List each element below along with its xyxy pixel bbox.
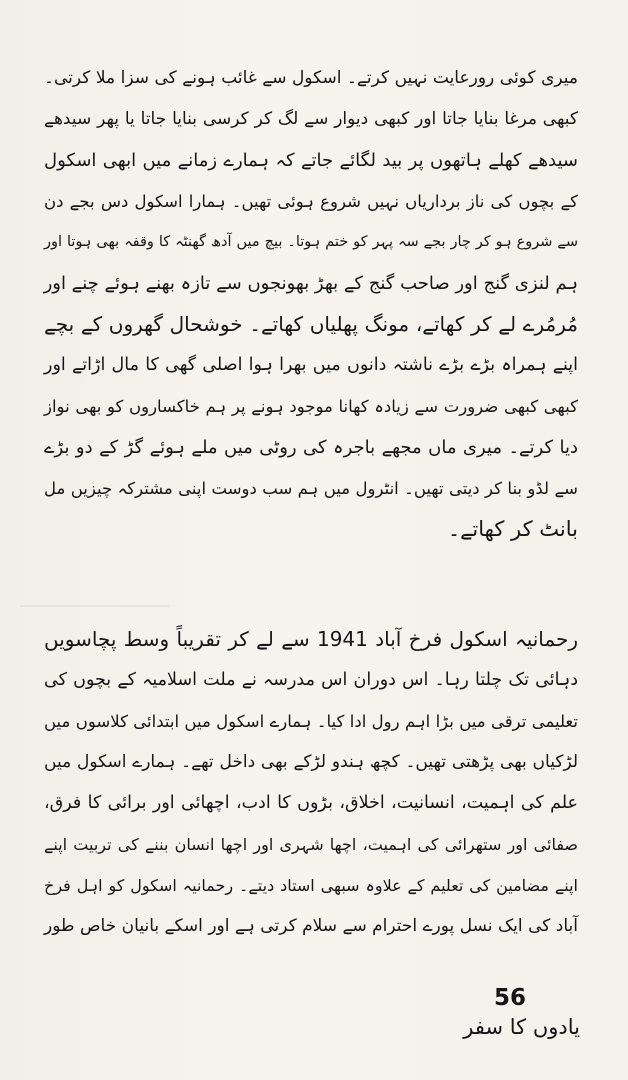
text-line: اپنے مضامین کی تعلیم کے علاوہ سبھی استاد دیتے۔ رحمانیہ اسکول کو اہل فرخ xyxy=(44,876,578,895)
page-number: 56 xyxy=(493,985,526,1011)
text-line: مُرمُرے لے کر کھاتے، مونگ پھلیاں کھاتے۔ خوشحال گھروں کے بچے xyxy=(44,312,578,336)
faint-bleedthrough-mark xyxy=(20,555,170,607)
text-line: کبھی مرغا بنایا جاتا اور کبھی دیوار سے لگ کر کرسی بنایا جاتا یا پھر سیدھے xyxy=(44,109,578,129)
text-line: رحمانیہ اسکول فرخ آباد 1941 سے لے کر تقریباً وسط پچاسویں xyxy=(44,627,578,651)
text-line: دیا کرتے۔ میری ماں مجھے باجرہ کی روٹی میں ملے ہوئے گڑ کے دو بڑے xyxy=(44,437,578,458)
text-line: ہم لنزی گنج اور صاحب گنج کے بھڑ بھونجوں سے تازہ بھنے ہوئے چنے اور xyxy=(43,273,578,294)
book-title-footer: یادوں کا سفر xyxy=(463,1015,580,1039)
paragraph-2 xyxy=(44,619,578,947)
text-line: آباد کی ایک نسل پورے احترام سے سلام کرتی ہے اور اسکے بانیان خاص طور xyxy=(44,916,578,936)
text-line: کبھی کبھی ضرورت سے زیادہ کھانا موجود ہونے پر ہم خاکساروں کو بھی نواز xyxy=(44,397,578,416)
text-line: لڑکیاں بھی پڑھتی تھیں۔ کچھ ہندو لڑکے بھی داخل تھے۔ ہمارے اسکول میں xyxy=(44,752,578,772)
text-line: بانٹ کر کھاتے۔ xyxy=(447,517,578,541)
text-line: صفائی اور ستھرائی کی اہمیت، اچھا شہری اور اچھا انسان بننے کی تربیت اپنے xyxy=(44,835,578,854)
text-line: اپنے ہمراہ بڑے بڑے ناشتہ دانوں میں بھرا ہوا اصلی گھی کا مال اڑاتے اور xyxy=(44,355,578,375)
text-line: کے بچوں کی ناز برداریاں نہیں شروع ہوئی تھیں۔ ہمارا اسکول دس بجے دن xyxy=(44,192,578,211)
text-line: تعلیمی ترقی میں بڑا اہم رول ادا کیا۔ ہمارے اسکول میں ابتدائی کلاسوں میں xyxy=(44,712,578,731)
text-line: سیدھے کھلے ہاتھوں پر بید لگائے جاتے کہ ہمارے زمانے میں ابھی اسکول xyxy=(44,150,578,171)
text-line: علم کی اہمیت، انسانیت، اخلاق، بڑوں کا ادب، اچھائی اور برائی کا فرق، xyxy=(44,793,578,813)
text-line: سے شروع ہو کر چار بجے سہ پہر کو ختم ہوتا۔ بیچ میں آدھ گھنٹہ کا وقفہ بھی ہوتا اور xyxy=(44,234,578,250)
paragraph-1 xyxy=(44,58,578,550)
text-line: سے لڈو بنا کر دیتی تھیں۔ انٹرول میں ہم سب دوست اپنی مشترکہ چیزیں مل xyxy=(44,479,578,498)
text-line: میری کوئی رورعایت نہیں کرتے۔ اسکول سے غائب ہونے کی سزا ملا کرتی۔ xyxy=(44,68,578,88)
text-line: دہائی تک چلتا رہا۔ اس دوران اس مدرسہ نے ملت اسلامیہ کے بچوں کی xyxy=(44,670,578,690)
